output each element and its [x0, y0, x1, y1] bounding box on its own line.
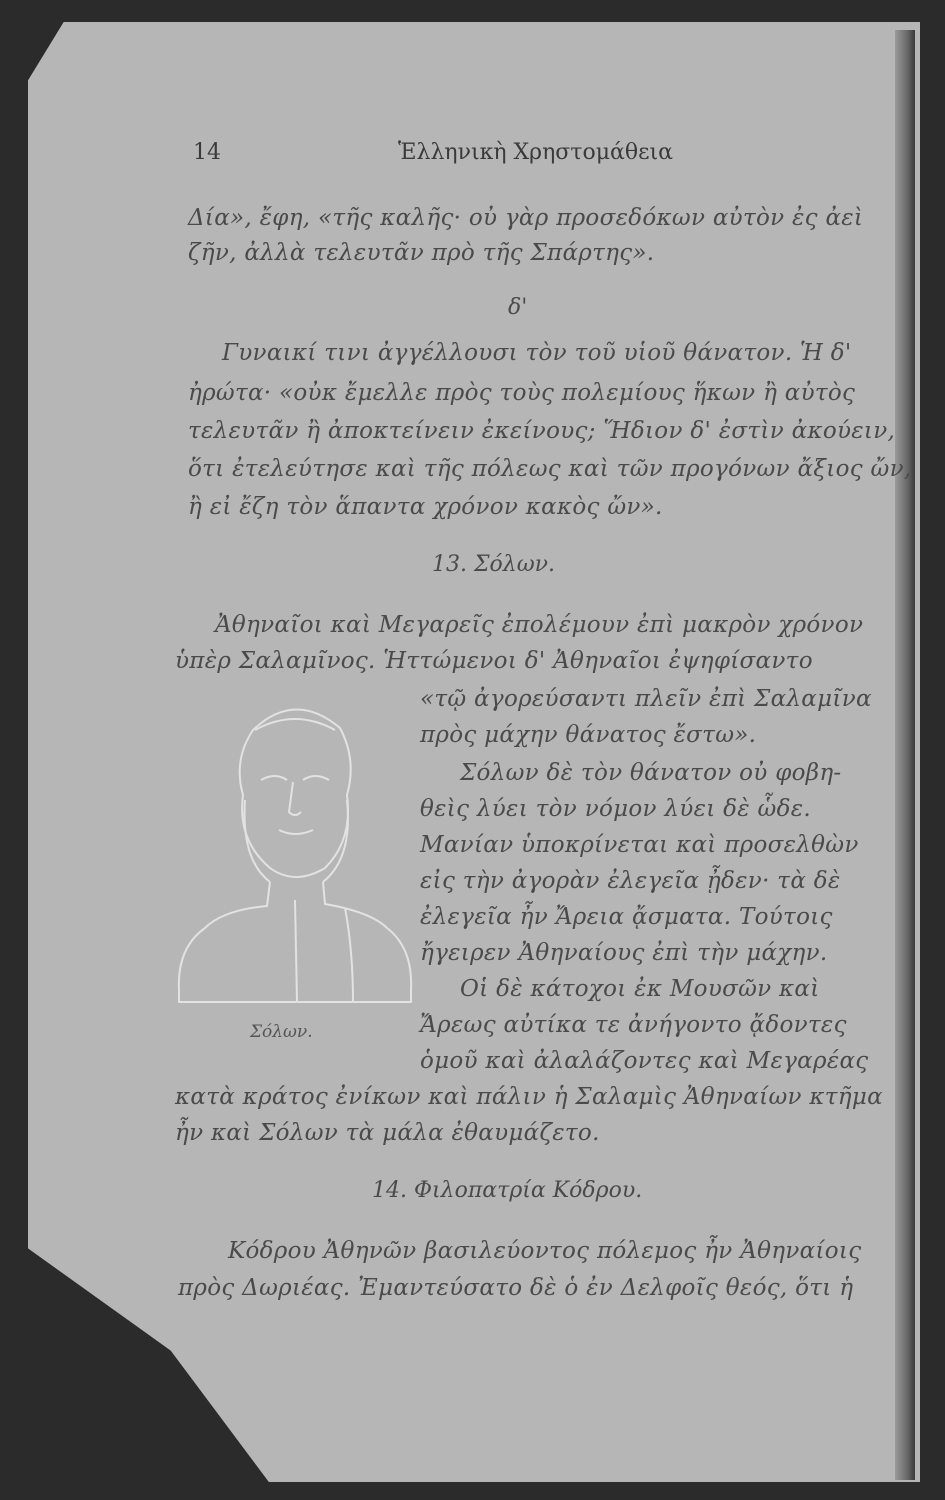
text-line: «τῷ ἀγορεύσαντι πλεῖν ἐπὶ Σαλαμῖνα	[420, 686, 872, 712]
running-title: Ἑλληνικὴ Χρηστομάθεια	[398, 140, 673, 165]
text-line: Μανίαν ὑποκρίνεται καὶ προσελθὼν	[420, 832, 859, 858]
text-line: ἐλεγεῖα ἦν Ἄρεια ᾄσματα. Τούτοις	[420, 904, 833, 930]
text-line: κατὰ κράτος ἐνίκων καὶ πάλιν ἡ Σαλαμὶς Ἀθηναίων κτῆμα	[175, 1084, 883, 1110]
text-line: Ἀθηναῖοι καὶ Μεγαρεῖς ἐπολέμουν ἐπὶ μακρὸν χρόνον	[215, 612, 864, 638]
text-line: ζῆν, ἀλλὰ τελευτᾶν πρὸ τῆς Σπάρτης».	[188, 240, 655, 266]
section-heading: 13. Σόλων.	[432, 552, 556, 577]
text-line: πρὸς Δωριέας. Ἐμαντεύσατο δὲ ὁ ἐν Δελφοῖς θεός, ὅτι ἡ	[178, 1275, 854, 1301]
text-line: ὅτι ἐτελεύτησε καὶ τῆς πόλεως καὶ τῶν προγόνων ἄξιος ὤν,	[188, 456, 912, 482]
text-line: Οἱ δὲ κάτοχοι ἐκ Μουσῶν καὶ	[460, 976, 820, 1002]
text-line: Δία», ἔφη, «τῆς καλῆς· οὐ γὰρ προσεδόκων αὐτὸν ἐς ἀεὶ	[188, 205, 864, 231]
text-line: Γυναικί τινι ἀγγέλλουσι τὸν τοῦ υἱοῦ θάνατον. Ἡ δ'	[222, 340, 852, 366]
text-line: θεὶς λύει τὸν νόμον λύει δὲ ὧδε.	[420, 796, 811, 822]
solon-bust-illustration	[175, 690, 415, 1010]
text-line: ἢ εἰ ἔζη τὸν ἅπαντα χρόνον κακὸς ὤν».	[188, 494, 663, 520]
figure-caption: Σόλων.	[250, 1022, 313, 1042]
text-line: ὁμοῦ καὶ ἀλαλάζοντες καὶ Μεγαρέας	[420, 1048, 869, 1074]
text-line: πρὸς μάχην θάνατος ἔστω».	[420, 722, 757, 748]
book-spine	[895, 30, 915, 1480]
text-line: ἦν καὶ Σόλων τὰ μάλα ἐθαυμάζετο.	[175, 1120, 600, 1146]
section-heading: 14. Φιλοπατρία Κόδρου.	[372, 1178, 643, 1203]
page-number: 14	[193, 140, 221, 165]
text-line: Ἄρεως αὐτίκα τε ἀνήγοντο ᾄδοντες	[420, 1012, 847, 1038]
text-line: ἠρώτα· «οὐκ ἔμελλε πρὸς τοὺς πολεμίους ἥκων ἢ αὐτὸς	[188, 380, 856, 406]
text-line: τελευτᾶν ἢ ἀποκτείνειν ἐκείνους; Ἥδιον δ' ἐστὶν ἀκούειν,	[188, 418, 896, 444]
text-line: ὑπὲρ Σαλαμῖνος. Ἡττώμενοι δ' Ἀθηναῖοι ἐψηφίσαντο	[175, 648, 813, 674]
section-marker: δ'	[508, 295, 528, 320]
text-line: ἤγειρεν Ἀθηναίους ἐπὶ τὴν μάχην.	[420, 940, 828, 966]
text-line: εἰς τὴν ἀγορὰν ἐλεγεῖα ᾖδεν· τὰ δὲ	[420, 868, 841, 894]
text-line: Σόλων δὲ τὸν θάνατον οὐ φοβη-	[460, 760, 842, 786]
text-line: Κόδρου Ἀθηνῶν βασιλεύοντος πόλεμος ἦν Ἀθηναίοις	[228, 1238, 862, 1264]
